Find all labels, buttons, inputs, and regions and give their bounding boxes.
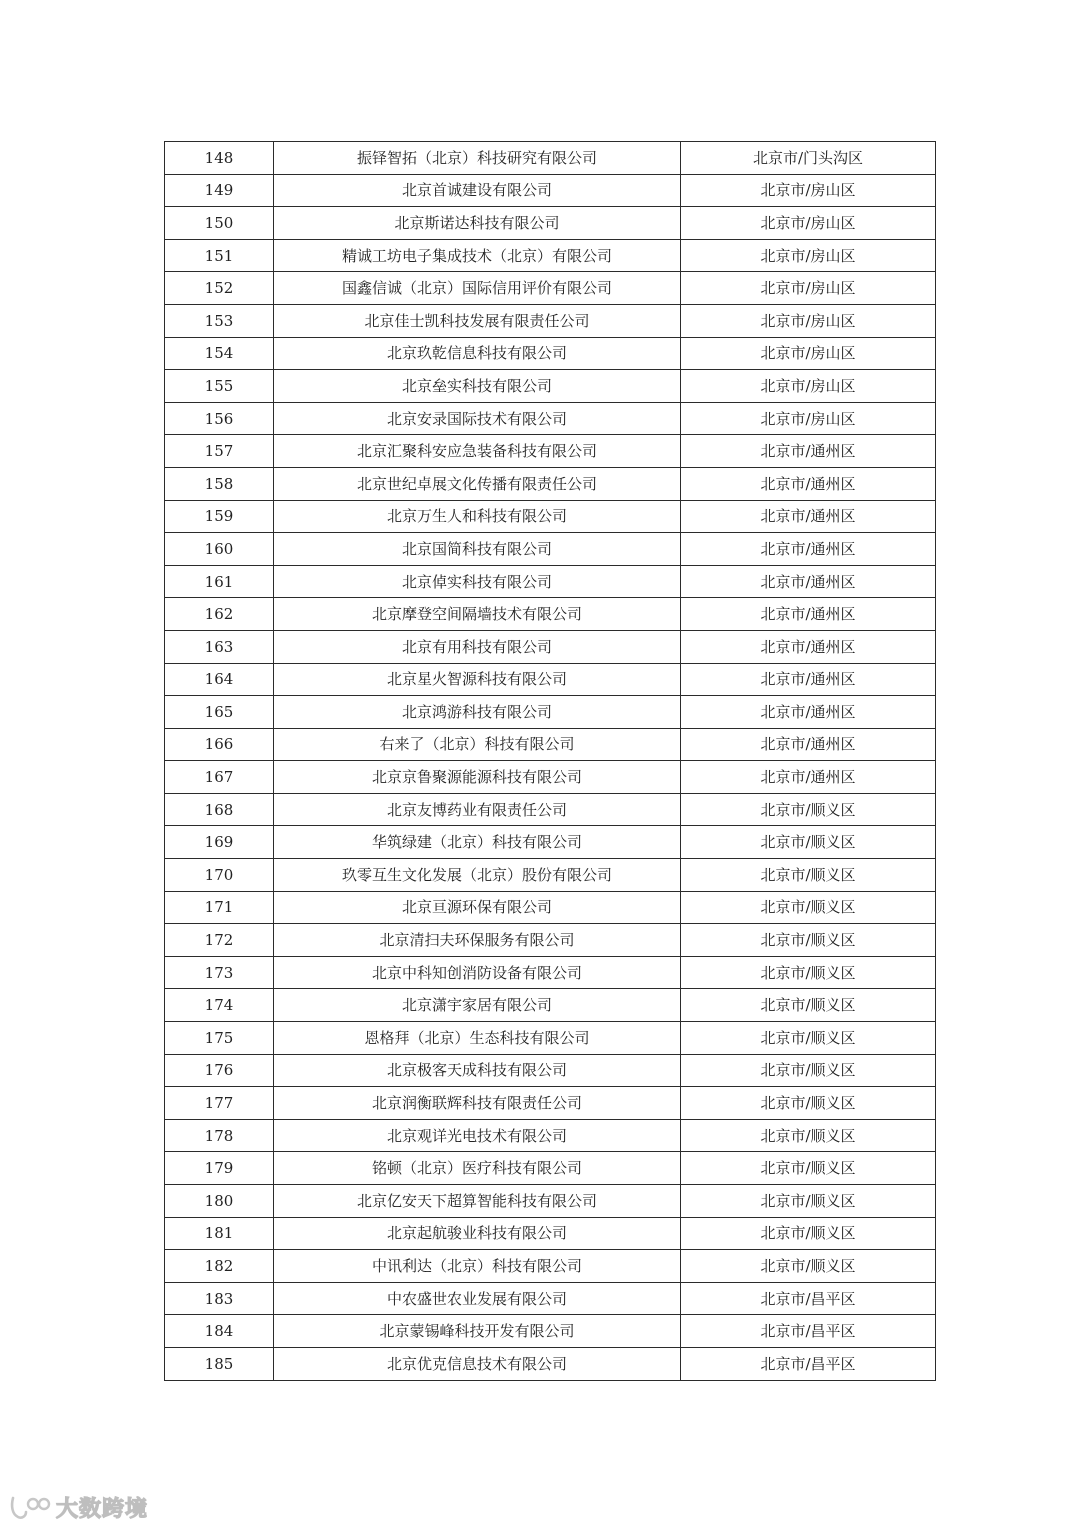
company-name-cell: 铭顿（北京）医疗科技有限公司 bbox=[274, 1152, 681, 1185]
company-name-cell: 精诚工坊电子集成技术（北京）有限公司 bbox=[274, 239, 681, 272]
table-row bbox=[165, 402, 936, 435]
table-row bbox=[165, 1119, 936, 1152]
table-row bbox=[165, 728, 936, 761]
table-row bbox=[165, 859, 936, 892]
row-number-cell: 165 bbox=[165, 696, 274, 729]
company-name-cell: 北京亿安天下超算智能科技有限公司 bbox=[274, 1185, 681, 1218]
row-number-cell: 159 bbox=[165, 500, 274, 533]
row-number-cell: 170 bbox=[165, 859, 274, 892]
row-number-cell: 156 bbox=[165, 402, 274, 435]
company-name-cell: 北京友博药业有限责任公司 bbox=[274, 793, 681, 826]
location-cell: 北京市/顺义区 bbox=[681, 859, 936, 892]
watermark bbox=[8, 1490, 148, 1524]
row-number-cell: 168 bbox=[165, 793, 274, 826]
company-name-cell: 恩格拜（北京）生态科技有限公司 bbox=[274, 1022, 681, 1055]
row-number-cell: 182 bbox=[165, 1250, 274, 1283]
company-name-cell: 中农盛世农业发展有限公司 bbox=[274, 1282, 681, 1315]
location-cell: 北京市/通州区 bbox=[681, 630, 936, 663]
company-name-cell: 北京玖乾信息科技有限公司 bbox=[274, 337, 681, 370]
row-number-cell: 166 bbox=[165, 728, 274, 761]
company-name-cell: 玖零互生文化发展（北京）股份有限公司 bbox=[274, 859, 681, 892]
company-name-cell: 北京星火智源科技有限公司 bbox=[274, 663, 681, 696]
row-number-cell: 175 bbox=[165, 1022, 274, 1055]
company-name-cell: 北京中科知创消防设备有限公司 bbox=[274, 956, 681, 989]
table-row bbox=[165, 761, 936, 794]
lianyi-logo-icon bbox=[8, 1492, 52, 1522]
location-cell: 北京市/顺义区 bbox=[681, 793, 936, 826]
table-row bbox=[165, 891, 936, 924]
table-row bbox=[165, 1250, 936, 1283]
row-number-cell: 160 bbox=[165, 533, 274, 566]
location-cell: 北京市/房山区 bbox=[681, 402, 936, 435]
location-cell: 北京市/房山区 bbox=[681, 174, 936, 207]
watermark-text: 大数跨境 bbox=[56, 1496, 149, 1522]
table-row bbox=[165, 435, 936, 468]
table-row bbox=[165, 174, 936, 207]
location-cell: 北京市/房山区 bbox=[681, 239, 936, 272]
row-number-cell: 158 bbox=[165, 467, 274, 500]
location-cell: 北京市/通州区 bbox=[681, 598, 936, 631]
row-number-cell: 176 bbox=[165, 1054, 274, 1087]
table-row bbox=[165, 1152, 936, 1185]
table-row bbox=[165, 1282, 936, 1315]
location-cell: 北京市/顺义区 bbox=[681, 1119, 936, 1152]
row-number-cell: 169 bbox=[165, 826, 274, 859]
company-name-cell: 北京亘源环保有限公司 bbox=[274, 891, 681, 924]
location-cell: 北京市/昌平区 bbox=[681, 1347, 936, 1380]
company-name-cell: 北京垒实科技有限公司 bbox=[274, 370, 681, 403]
location-cell: 北京市/顺义区 bbox=[681, 826, 936, 859]
row-number-cell: 177 bbox=[165, 1087, 274, 1120]
location-cell: 北京市/房山区 bbox=[681, 304, 936, 337]
row-number-cell: 148 bbox=[165, 142, 274, 175]
table-row bbox=[165, 696, 936, 729]
row-number-cell: 180 bbox=[165, 1185, 274, 1218]
company-name-cell: 北京汇聚科安应急装备科技有限公司 bbox=[274, 435, 681, 468]
location-cell: 北京市/顺义区 bbox=[681, 1054, 936, 1087]
company-name-cell: 北京清扫夫环保服务有限公司 bbox=[274, 924, 681, 957]
row-number-cell: 179 bbox=[165, 1152, 274, 1185]
location-cell: 北京市/通州区 bbox=[681, 663, 936, 696]
table-row bbox=[165, 207, 936, 240]
company-name-cell: 右来了（北京）科技有限公司 bbox=[274, 728, 681, 761]
location-cell: 北京市/顺义区 bbox=[681, 924, 936, 957]
table-row bbox=[165, 1087, 936, 1120]
location-cell: 北京市/房山区 bbox=[681, 370, 936, 403]
company-name-cell: 北京潇宇家居有限公司 bbox=[274, 989, 681, 1022]
table-row bbox=[165, 239, 936, 272]
table-row bbox=[165, 467, 936, 500]
row-number-cell: 157 bbox=[165, 435, 274, 468]
company-name-cell: 北京润衡联辉科技有限责任公司 bbox=[274, 1087, 681, 1120]
company-name-cell: 北京极客天成科技有限公司 bbox=[274, 1054, 681, 1087]
location-cell: 北京市/通州区 bbox=[681, 565, 936, 598]
row-number-cell: 149 bbox=[165, 174, 274, 207]
table-row bbox=[165, 924, 936, 957]
table-row bbox=[165, 989, 936, 1022]
row-number-cell: 167 bbox=[165, 761, 274, 794]
row-number-cell: 154 bbox=[165, 337, 274, 370]
row-number-cell: 174 bbox=[165, 989, 274, 1022]
table-row bbox=[165, 1217, 936, 1250]
company-name-cell: 北京优克信息技术有限公司 bbox=[274, 1347, 681, 1380]
location-cell: 北京市/通州区 bbox=[681, 533, 936, 566]
row-number-cell: 150 bbox=[165, 207, 274, 240]
company-name-cell: 北京观详光电技术有限公司 bbox=[274, 1119, 681, 1152]
location-cell: 北京市/通州区 bbox=[681, 435, 936, 468]
table-row bbox=[165, 1054, 936, 1087]
row-number-cell: 155 bbox=[165, 370, 274, 403]
company-name-cell: 振铎智拓（北京）科技研究有限公司 bbox=[274, 142, 681, 175]
location-cell: 北京市/昌平区 bbox=[681, 1282, 936, 1315]
table-row bbox=[165, 1022, 936, 1055]
location-cell: 北京市/顺义区 bbox=[681, 1087, 936, 1120]
location-cell: 北京市/顺义区 bbox=[681, 1185, 936, 1218]
table-row bbox=[165, 1315, 936, 1348]
location-cell: 北京市/通州区 bbox=[681, 467, 936, 500]
company-name-cell: 北京世纪卓展文化传播有限责任公司 bbox=[274, 467, 681, 500]
location-cell: 北京市/顺义区 bbox=[681, 1250, 936, 1283]
table-row bbox=[165, 630, 936, 663]
row-number-cell: 173 bbox=[165, 956, 274, 989]
row-number-cell: 172 bbox=[165, 924, 274, 957]
table-row bbox=[165, 272, 936, 305]
table-row bbox=[165, 500, 936, 533]
company-name-cell: 北京京鲁聚源能源科技有限公司 bbox=[274, 761, 681, 794]
row-number-cell: 185 bbox=[165, 1347, 274, 1380]
row-number-cell: 178 bbox=[165, 1119, 274, 1152]
location-cell: 北京市/房山区 bbox=[681, 272, 936, 305]
company-name-cell: 北京国简科技有限公司 bbox=[274, 533, 681, 566]
company-name-cell: 北京起航骏业科技有限公司 bbox=[274, 1217, 681, 1250]
location-cell: 北京市/通州区 bbox=[681, 761, 936, 794]
location-cell: 北京市/顺义区 bbox=[681, 891, 936, 924]
row-number-cell: 153 bbox=[165, 304, 274, 337]
company-name-cell: 北京蒙锡峰科技开发有限公司 bbox=[274, 1315, 681, 1348]
row-number-cell: 181 bbox=[165, 1217, 274, 1250]
table-body bbox=[165, 142, 936, 1381]
company-name-cell: 北京摩登空间隔墙技术有限公司 bbox=[274, 598, 681, 631]
company-name-cell: 华筑绿建（北京）科技有限公司 bbox=[274, 826, 681, 859]
table-row bbox=[165, 533, 936, 566]
company-name-cell: 北京安录国际技术有限公司 bbox=[274, 402, 681, 435]
row-number-cell: 163 bbox=[165, 630, 274, 663]
location-cell: 北京市/顺义区 bbox=[681, 989, 936, 1022]
location-cell: 北京市/通州区 bbox=[681, 500, 936, 533]
table-row bbox=[165, 1185, 936, 1218]
location-cell: 北京市/通州区 bbox=[681, 696, 936, 729]
location-cell: 北京市/顺义区 bbox=[681, 956, 936, 989]
location-cell: 北京市/顺义区 bbox=[681, 1022, 936, 1055]
row-number-cell: 164 bbox=[165, 663, 274, 696]
company-list-table bbox=[164, 141, 936, 1381]
table-row bbox=[165, 142, 936, 175]
row-number-cell: 151 bbox=[165, 239, 274, 272]
company-name-cell: 北京鸿游科技有限公司 bbox=[274, 696, 681, 729]
row-number-cell: 184 bbox=[165, 1315, 274, 1348]
table-row bbox=[165, 1347, 936, 1380]
table-row bbox=[165, 370, 936, 403]
table-row bbox=[165, 793, 936, 826]
table-row bbox=[165, 956, 936, 989]
table-row bbox=[165, 337, 936, 370]
company-name-cell: 国鑫信诚（北京）国际信用评价有限公司 bbox=[274, 272, 681, 305]
company-name-cell: 北京有用科技有限公司 bbox=[274, 630, 681, 663]
location-cell: 北京市/顺义区 bbox=[681, 1217, 936, 1250]
location-cell: 北京市/房山区 bbox=[681, 207, 936, 240]
company-name-cell: 北京倬实科技有限公司 bbox=[274, 565, 681, 598]
company-name-cell: 北京佳士凯科技发展有限责任公司 bbox=[274, 304, 681, 337]
table-row bbox=[165, 304, 936, 337]
company-name-cell: 北京斯诺达科技有限公司 bbox=[274, 207, 681, 240]
company-name-cell: 中讯利达（北京）科技有限公司 bbox=[274, 1250, 681, 1283]
location-cell: 北京市/顺义区 bbox=[681, 1152, 936, 1185]
location-cell: 北京市/通州区 bbox=[681, 728, 936, 761]
table-row bbox=[165, 598, 936, 631]
company-name-cell: 北京万生人和科技有限公司 bbox=[274, 500, 681, 533]
row-number-cell: 161 bbox=[165, 565, 274, 598]
location-cell: 北京市/房山区 bbox=[681, 337, 936, 370]
table-row bbox=[165, 565, 936, 598]
row-number-cell: 162 bbox=[165, 598, 274, 631]
location-cell: 北京市/昌平区 bbox=[681, 1315, 936, 1348]
table-row bbox=[165, 826, 936, 859]
row-number-cell: 171 bbox=[165, 891, 274, 924]
row-number-cell: 152 bbox=[165, 272, 274, 305]
table-row bbox=[165, 663, 936, 696]
location-cell: 北京市/门头沟区 bbox=[681, 142, 936, 175]
row-number-cell: 183 bbox=[165, 1282, 274, 1315]
company-name-cell: 北京首诚建设有限公司 bbox=[274, 174, 681, 207]
